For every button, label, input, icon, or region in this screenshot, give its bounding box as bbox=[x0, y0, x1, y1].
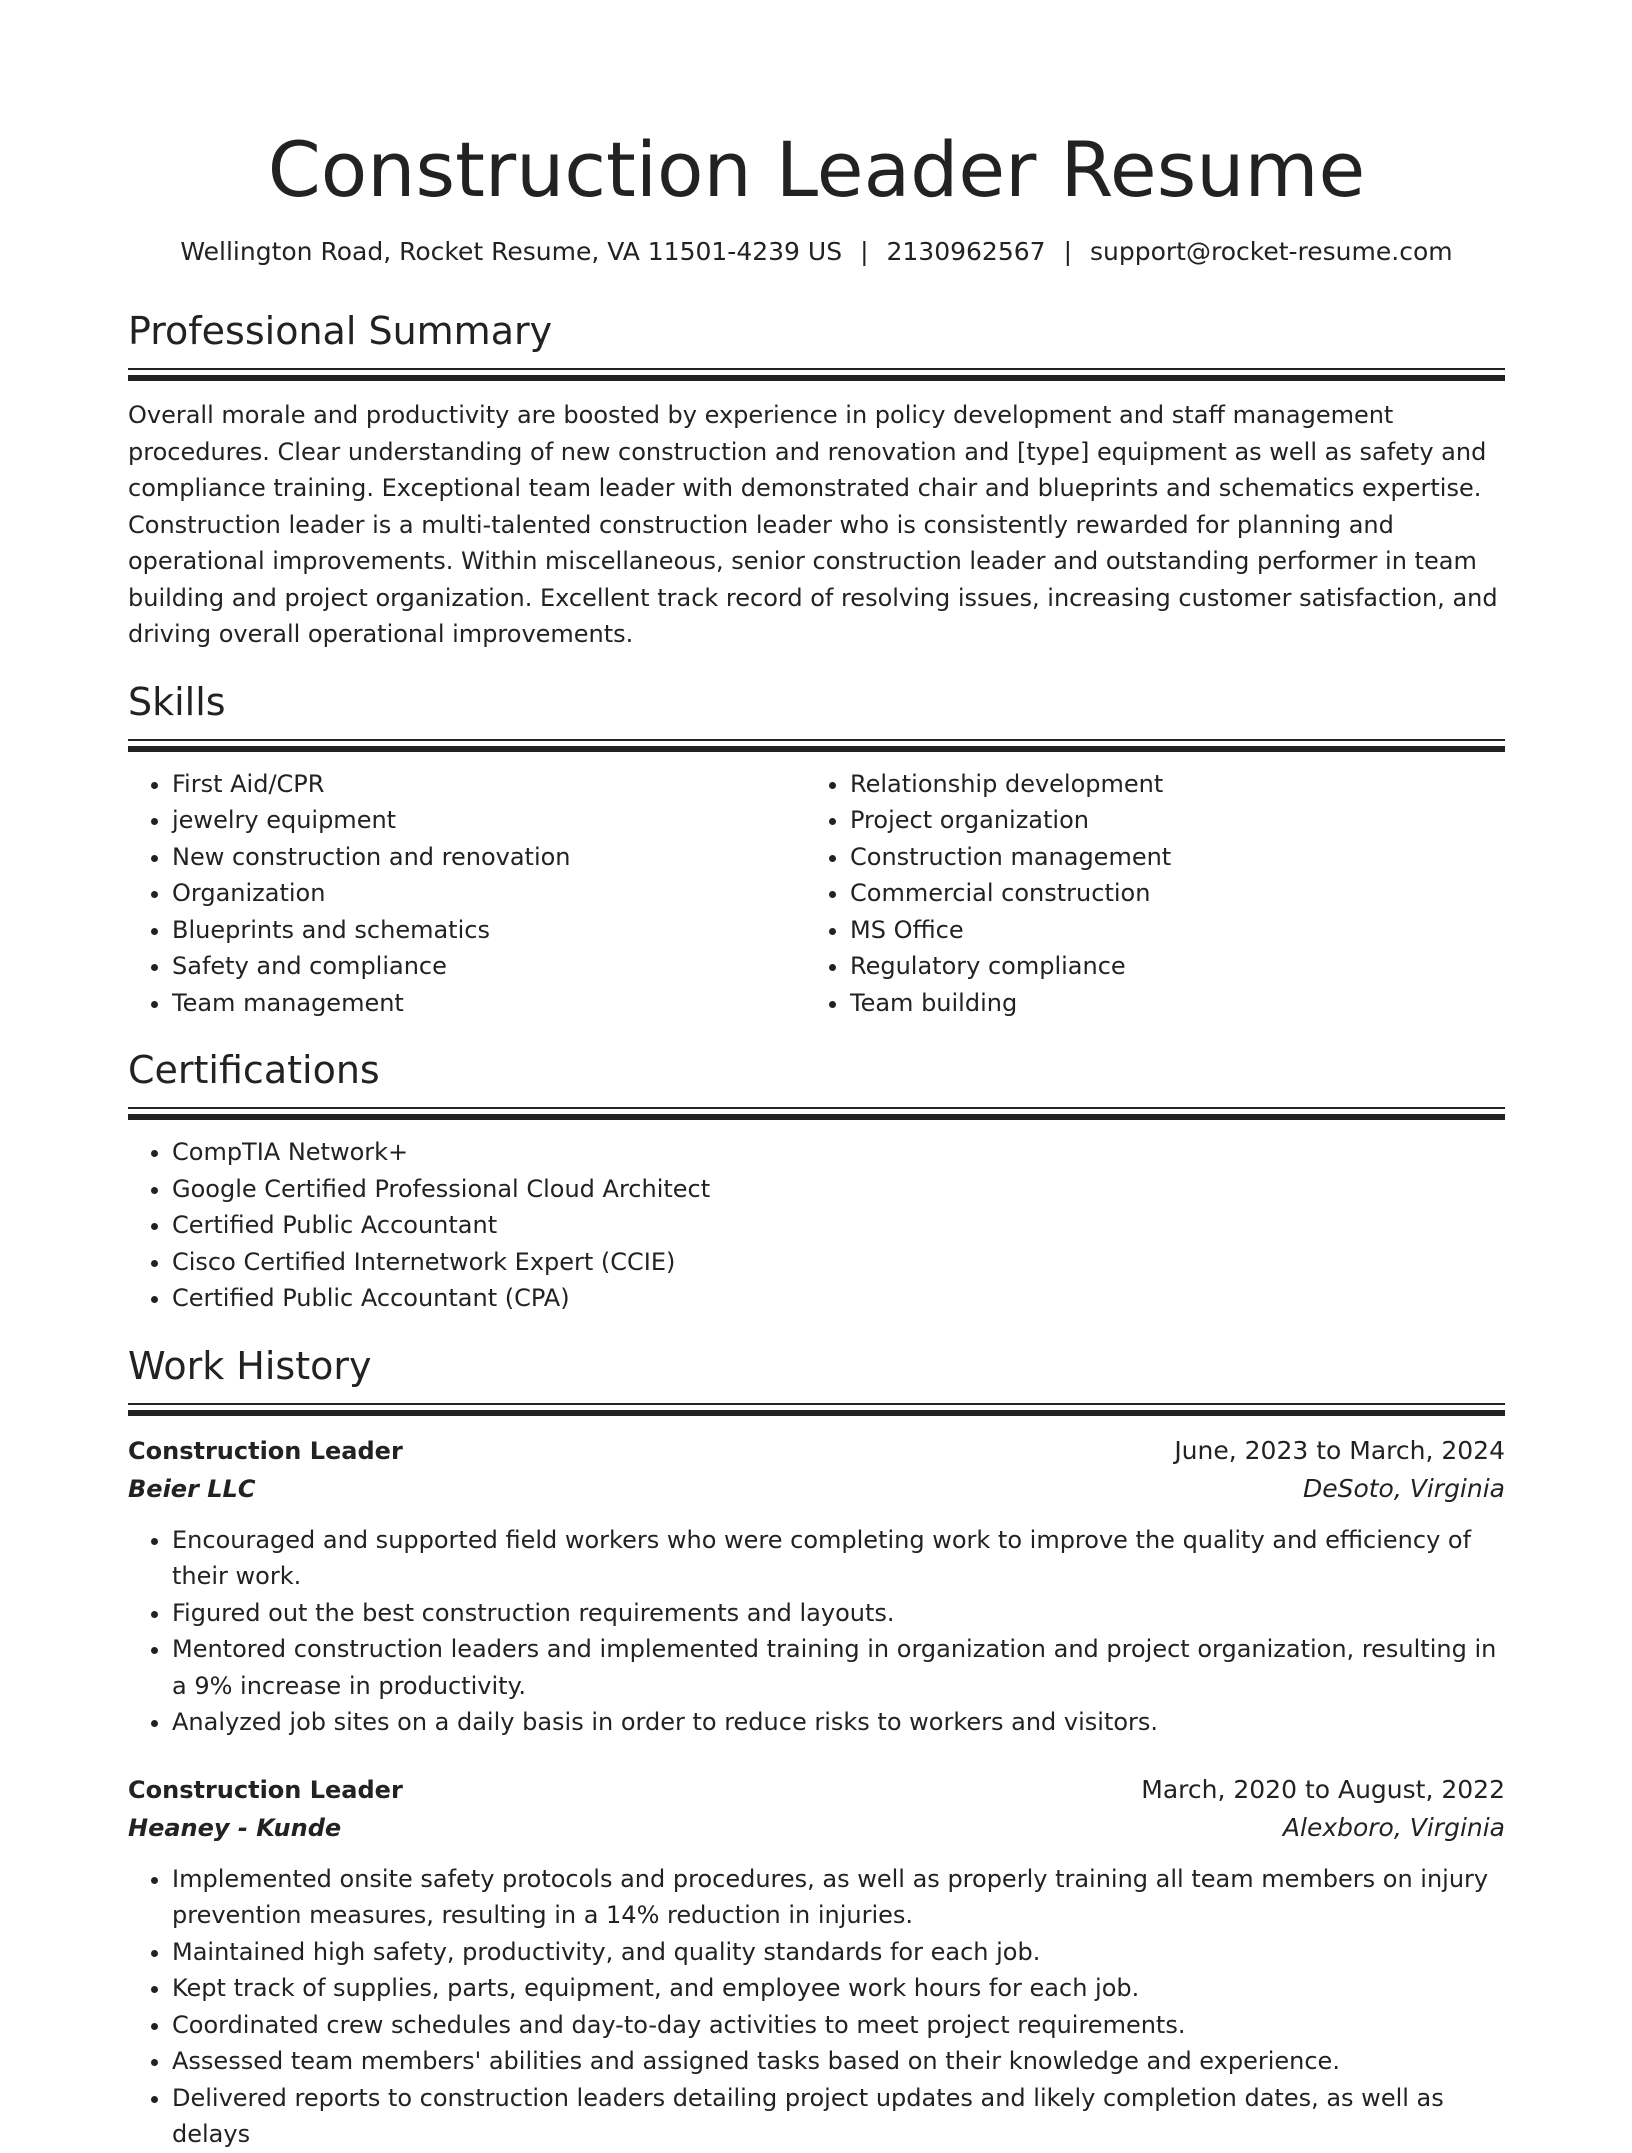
skill-item: • Team building bbox=[850, 985, 1484, 1022]
job-entry bbox=[128, 1432, 1505, 1741]
section-heading-certifications: Certifications bbox=[128, 1048, 380, 1092]
section-heading-skills: Skills bbox=[128, 679, 226, 724]
contact-email: support@rocket-resume.com bbox=[1090, 237, 1453, 266]
job-bullet: • Maintained high safety, productivity, and quality standards for each job. bbox=[172, 1934, 1505, 1971]
skill-item: • Construction management bbox=[850, 839, 1484, 876]
skill-item: • Project organization bbox=[850, 802, 1484, 839]
job-entry bbox=[128, 1771, 1505, 2153]
certification-item: • Certified Public Accountant bbox=[172, 1207, 1505, 1244]
skill-item: • Commercial construction bbox=[850, 875, 1484, 912]
skills-column-right bbox=[806, 766, 1484, 1022]
job-company-row bbox=[128, 1470, 1505, 1508]
skill-item: • First Aid/CPR bbox=[172, 766, 806, 803]
job-bullet: • Implemented onsite safety protocols and procedures, as well as properly training all team members on injury prevention measures, resulting in a 14% reduction in injuries. bbox=[172, 1861, 1505, 1934]
work-history-section bbox=[128, 1341, 1505, 2153]
skills-list-right bbox=[806, 766, 1484, 1022]
job-bullet: • Figured out the best construction requirements and layouts. bbox=[172, 1595, 1505, 1632]
certification-item: • CompTIA Network+ bbox=[172, 1134, 1505, 1171]
job-bullet: • Encouraged and supported field workers who were completing work to improve the quality and efficiency of their work. bbox=[172, 1522, 1505, 1595]
job-bullet: • Kept track of supplies, parts, equipment, and employee work hours for each job. bbox=[172, 1970, 1505, 2007]
section-heading-summary: Professional Summary bbox=[128, 309, 553, 353]
summary-section bbox=[128, 306, 1505, 653]
resume-page bbox=[128, 0, 1505, 2153]
certification-item: • Cisco Certified Internetwork Expert (CCIE) bbox=[172, 1244, 1505, 1281]
job-bullet: • Mentored construction leaders and implemented training in organization and project organization, resulting in a 9% increase in productivity. bbox=[172, 1631, 1505, 1704]
job-header-row bbox=[128, 1432, 1505, 1470]
skills-list-left bbox=[128, 766, 806, 1022]
job-company-row bbox=[128, 1809, 1505, 1847]
job-location: DeSoto, Virginia bbox=[1302, 1473, 1505, 1503]
contact-phone: 2130962567 bbox=[886, 237, 1046, 266]
job-bullet-list bbox=[128, 1522, 1505, 1741]
skill-item: • Relationship development bbox=[850, 766, 1484, 803]
job-bullet: • Assessed team members' abilities and assigned tasks based on their knowledge and experience. bbox=[172, 2043, 1505, 2080]
skill-item: • Blueprints and schematics bbox=[172, 912, 806, 949]
skills-section bbox=[128, 677, 1505, 1022]
contact-separator: | bbox=[860, 237, 869, 266]
section-divider bbox=[128, 368, 1505, 381]
skills-column-left bbox=[128, 766, 806, 1022]
job-bullet: • Coordinated crew schedules and day-to-day activities to meet project requirements. bbox=[172, 2007, 1505, 2044]
contact-line bbox=[128, 234, 1505, 270]
job-title: Construction Leader bbox=[128, 1436, 403, 1465]
section-divider bbox=[128, 1107, 1505, 1120]
resume-title: Construction Leader Resume bbox=[267, 125, 1366, 214]
job-bullet-list bbox=[128, 1861, 1505, 2153]
job-header-row bbox=[128, 1771, 1505, 1809]
job-bullet: • Analyzed job sites on a daily basis in order to reduce risks to workers and visitors. bbox=[172, 1704, 1505, 1741]
section-divider bbox=[128, 739, 1505, 752]
certification-item: • Certified Public Accountant (CPA) bbox=[172, 1280, 1505, 1317]
job-company: Beier LLC bbox=[128, 1474, 256, 1503]
job-title: Construction Leader bbox=[128, 1775, 403, 1804]
contact-separator: | bbox=[1063, 237, 1072, 266]
job-dates: June, 2023 to March, 2024 bbox=[1174, 1435, 1505, 1465]
job-company: Heaney - Kunde bbox=[128, 1813, 342, 1842]
certifications-section bbox=[128, 1045, 1505, 1317]
skill-item: • MS Office bbox=[850, 912, 1484, 949]
job-dates: March, 2020 to August, 2022 bbox=[1141, 1774, 1505, 1804]
skill-item: • Team management bbox=[172, 985, 806, 1022]
summary-text: Overall morale and productivity are boosted by experience in policy development and staff management procedures. Clear understanding of new construction and renovation and [type] equipment as well as safety and compliance training. Exceptional team leader with demonstrated chair and blueprints and schematics expertise. Construction leader is a multi-talented construction leader who is consistently rewarded for planning and operational improvements. Within miscellaneous, senior construction leader and outstanding performer in team building and project organization. Excellent track record of resolving issues, increasing customer satisfaction, and driving overall operational improvements. bbox=[128, 401, 1498, 648]
certification-item: • Google Certified Professional Cloud Architect bbox=[172, 1171, 1505, 1208]
contact-address: Wellington Road, Rocket Resume, VA 11501-4239 US bbox=[180, 237, 843, 266]
section-divider bbox=[128, 1403, 1505, 1416]
skill-item: • Organization bbox=[172, 875, 806, 912]
job-bullet: • Delivered reports to construction leaders detailing project updates and likely completion dates, as well as delays bbox=[172, 2080, 1505, 2153]
skill-item: • New construction and renovation bbox=[172, 839, 806, 876]
skills-columns bbox=[128, 766, 1505, 1022]
skill-item: • Safety and compliance bbox=[172, 948, 806, 985]
job-location: Alexboro, Virginia bbox=[1282, 1812, 1505, 1842]
section-heading-work-history: Work History bbox=[128, 1343, 372, 1388]
certifications-list bbox=[128, 1134, 1505, 1317]
skill-item: • jewelry equipment bbox=[172, 802, 806, 839]
skill-item: • Regulatory compliance bbox=[850, 948, 1484, 985]
